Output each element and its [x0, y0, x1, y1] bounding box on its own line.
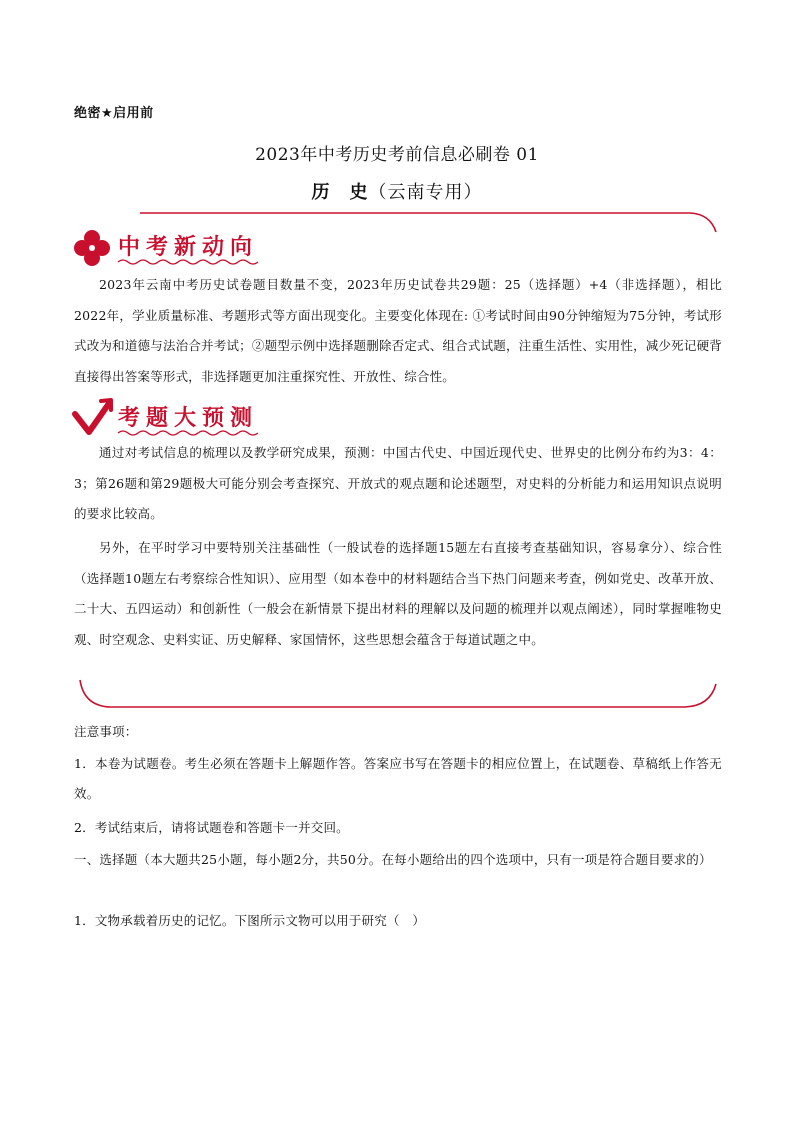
section1-paragraph: 2023年云南中考历史试卷题目数量不变，2023年历史试卷共29题：25（选择题）+4（非选择题），相比2022年，学业质量标准、考题形式等方面出现变化。主要变化体现在: ①考试时间由90分钟缩短为75分钟，考试形式改为和道德与法治合并考试；②题型示例中选择题删除否定式、组合式试题，注重生活性、实用性，减少死记硬背直接得出答案等形式，非选择题更加注重探究性、开放性、综合性。 [74, 277, 722, 384]
section2-paragraph-1: 通过对考试信息的梳理以及教学研究成果，预测：中国古代史、中国近现代史、世界史的比例分布约为3：4：3；第26题和第29题极大可能分别会考查探究、开放式的观点题和论述题型，对史料的分析能力和运用知识点说明的要求比较高。 [74, 445, 722, 521]
section-heading-predictions: 考题大预测 [118, 406, 259, 431]
subject-region: （云南专用） [368, 182, 483, 203]
section2-paragraph-2: 另外，在平时学习中要特别关注基础性（一般试卷的选择题15题左右直接考查基础知识，容易拿分）、综合性（选择题10题左右考察综合性知识）、应用型（如本卷中的材料题结合当下热门问题来考查，例如党史、改革开放、二十大、五四运动）和创新性（一般会在新情景下提出材料的理解以及问题的梳理并以观点阐述），同时掌握唯物史观、时空观念、史料实证、历史解释、家国情怀，这些思想会蕴含于每道试题之中。 [74, 540, 722, 647]
notes-heading: 注意事项： [74, 724, 138, 739]
notes-item-1: 1．本卷为试题卷。考生必须在答题卡上解题作答。答案应书写在答题卡的相应位置上，在试题卷、草稿纸上作答无效。 [74, 756, 722, 801]
part1-instruction: 一、选择题（本大题共25小题，每小题2分，共50分。在每小题给出的四个选项中，只有一项是符合题目要求的） [74, 852, 712, 867]
confidential-label: 绝密★启用前 [74, 106, 154, 121]
subject-name: 历 史 [311, 182, 369, 203]
notes-item-2: 2．考试结束后，请将试题卷和答题卡一并交回。 [74, 820, 349, 835]
question-1: 1．文物承载着历史的记忆。下图所示文物可以用于研究（ ） [74, 913, 426, 928]
check-arrow-icon [72, 398, 114, 436]
page-title: 2023年中考历史考前信息必刷卷 01 [255, 145, 539, 165]
section-heading-new-trends: 中考新动向 [118, 235, 259, 260]
clover-icon [72, 228, 112, 268]
